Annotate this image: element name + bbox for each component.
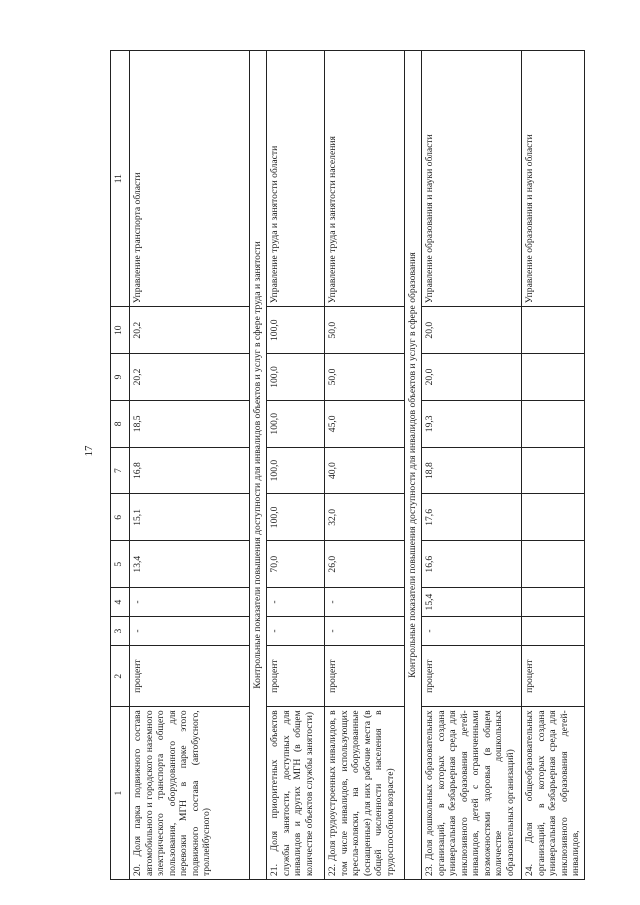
header-cell: 9 [111, 354, 130, 401]
value-cell: 40,0 [325, 447, 405, 494]
value-cell: 16,6 [422, 541, 522, 588]
header-cell: 10 [111, 307, 130, 354]
value-cell: 18,8 [422, 447, 522, 494]
value-cell: 20,0 [422, 354, 522, 401]
section-title-labor: Контрольные показатели повышения доступности для инвалидов объектов и услуг в сфере труда и занятости [250, 51, 267, 880]
value-cell: 100,0 [267, 494, 325, 541]
header-cell: 7 [111, 447, 130, 494]
value-cell [522, 494, 585, 541]
rotated-table-sheet [110, 50, 581, 880]
value-cell [522, 400, 585, 447]
indicators-table [110, 50, 585, 880]
section-title-education: Контрольные показатели повышения доступности для инвалидов объектов и услуг в сфере образования [405, 51, 422, 880]
responsible-org: Управление образования и науки области [522, 51, 585, 307]
value-cell: - [130, 588, 250, 617]
value-cell: 50,0 [325, 354, 405, 401]
header-cell: 2 [111, 646, 130, 707]
value-cell: 20,2 [130, 354, 250, 401]
header-cell: 3 [111, 617, 130, 646]
value-cell: 100,0 [267, 447, 325, 494]
section-row [250, 51, 267, 880]
unit-cell: процент [130, 646, 250, 707]
value-cell: 70,0 [267, 541, 325, 588]
value-cell: - [130, 617, 250, 646]
value-cell: 100,0 [267, 307, 325, 354]
value-cell: 50,0 [325, 307, 405, 354]
indicator-description: 22. Доля трудоустроенных инвалидов, в том числе инвалидов, использующих кресла-коляски, на оборудованные (оснащенные) для них рабочие места (в общей численности населения в трудоспособном возрасте) [325, 707, 405, 880]
value-cell: - [267, 617, 325, 646]
value-cell: - [422, 617, 522, 646]
table-row [325, 51, 405, 880]
value-cell: 19,3 [422, 400, 522, 447]
header-cell: 11 [111, 51, 130, 307]
value-cell: - [325, 588, 405, 617]
indicator-description: 23. Доля дошкольных образовательных организаций, в которых создана универсальная безбарьерная среда для инклюзивного образования детей-инвалидов, детей с ограниченными возможностями здоровья (в общем количестве дошкольных образовательных организаций) [422, 707, 522, 880]
value-cell [522, 307, 585, 354]
unit-cell: процент [267, 646, 325, 707]
header-cell: 8 [111, 400, 130, 447]
value-cell: 45,0 [325, 400, 405, 447]
value-cell: - [325, 617, 405, 646]
value-cell: 13,4 [130, 541, 250, 588]
responsible-org: Управление образования и науки области [422, 51, 522, 307]
value-cell: 18,5 [130, 400, 250, 447]
header-cell: 5 [111, 541, 130, 588]
unit-cell: процент [325, 646, 405, 707]
value-cell: 32,0 [325, 494, 405, 541]
responsible-org: Управление транспорта области [130, 51, 250, 307]
indicator-description: 20. Доля парка подвижного состава автомобильного и городского наземного электрического транспорта общего пользования, оборудованного для перевозки МГН в парке этого подвижного состава (автобусного, троллейбусного) [130, 707, 250, 880]
header-cell: 1 [111, 707, 130, 880]
responsible-org: Управление труда и занятости области [267, 51, 325, 307]
page-number: 17 [83, 445, 95, 457]
responsible-org: Управление труда и занятости населения [325, 51, 405, 307]
table-row [267, 51, 325, 880]
unit-cell: процент [522, 646, 585, 707]
value-cell: 100,0 [267, 400, 325, 447]
value-cell: 20,0 [422, 307, 522, 354]
header-row [111, 51, 130, 880]
value-cell [522, 447, 585, 494]
value-cell: 20,2 [130, 307, 250, 354]
table-row [130, 51, 250, 880]
table-row [422, 51, 522, 880]
value-cell [522, 617, 585, 646]
header-cell: 6 [111, 494, 130, 541]
indicator-description: 21. Доля приоритетных объектов службы занятости, доступных для инвалидов и других МГН (в общем количестве объектов службы занятости) [267, 707, 325, 880]
value-cell: 16,8 [130, 447, 250, 494]
section-row [405, 51, 422, 880]
header-cell: 4 [111, 588, 130, 617]
value-cell [522, 541, 585, 588]
value-cell: 26,0 [325, 541, 405, 588]
indicator-description: 24. Доля общеобразовательных организаций, в которых создана универсальная безбарьерная среда для инклюзивного образования детей-инвалидов, [522, 707, 585, 880]
table-row [522, 51, 585, 880]
value-cell: 17,6 [422, 494, 522, 541]
value-cell [522, 354, 585, 401]
value-cell [522, 588, 585, 617]
unit-cell: процент [422, 646, 522, 707]
value-cell: 15,1 [130, 494, 250, 541]
value-cell: 100,0 [267, 354, 325, 401]
value-cell: - [267, 588, 325, 617]
value-cell: 15,4 [422, 588, 522, 617]
